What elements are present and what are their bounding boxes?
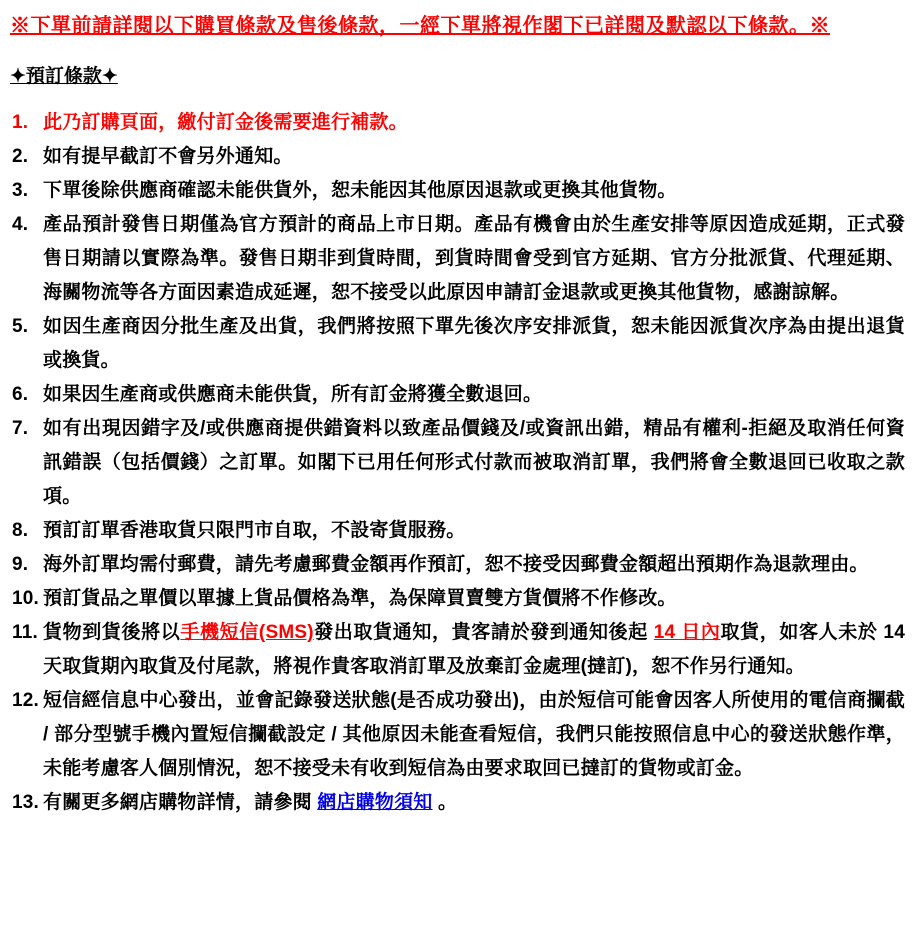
term-number: 4. bbox=[12, 214, 29, 235]
term-item bbox=[10, 684, 905, 786]
section-title-preorder-terms: ✦預訂條款✦ bbox=[10, 66, 118, 87]
term-item bbox=[10, 140, 905, 174]
purchase-notice-heading: ※下單前請詳閱以下購買條款及售後條款，一經下單將視作閣下已詳閱及默認以下條款。※ bbox=[10, 15, 830, 37]
term-text: 有關更多網店購物詳情，請參閱 網店購物須知 。 bbox=[43, 792, 458, 813]
term-item bbox=[10, 582, 905, 616]
term-number: 11. bbox=[12, 622, 38, 643]
term-text: 產品預計發售日期僅為官方預計的商品上市日期。產品有機會由於生產安排等原因造成延期，正式發售日期請以實際為準。發售日期非到貨時間，到貨時間會受到官方延期、官方分批派貨、代理延期、海關物流等各方面因素造成延遲，恕不接受以此原因申請訂金退款或更換其他貨物，感謝諒解。 bbox=[43, 214, 905, 303]
term-item bbox=[10, 208, 905, 310]
term-text: 貨物到貨後將以手機短信(SMS)發出取貨通知，貴客請於發到通知後起 14 日內取貨，如客人未於 14 天取貨期內取貨及付尾款，將視作貴客取消訂單及放棄訂金處理(撻訂)，恕不作另行通知。 bbox=[43, 622, 905, 677]
shop-guide-link[interactable]: 網店購物須知 bbox=[317, 792, 433, 813]
term-number: 5. bbox=[12, 316, 29, 337]
term-text: 如有出現因錯字及/或供應商提供錯資料以致產品價錢及/或資訊出錯，精品有權利-拒絕及取消任何資訊錯誤（包括價錢）之訂單。如閣下已用任何形式付款而被取消訂單，我們將會全數退回已收取之款項。 bbox=[43, 418, 905, 507]
term-number: 10. bbox=[12, 588, 40, 609]
term-text: 預訂訂單香港取貨只限門市自取，不設寄貨服務。 bbox=[43, 520, 466, 541]
term-number: 3. bbox=[12, 180, 29, 201]
term-text: 下單後除供應商確認未能供貨外，恕未能因其他原因退款或更換其他貨物。 bbox=[43, 180, 677, 201]
term-text: 如有提早截訂不會另外通知。 bbox=[43, 146, 293, 167]
term-item bbox=[10, 786, 905, 820]
term-number: 6. bbox=[12, 384, 29, 405]
term-number: 12. bbox=[12, 690, 40, 711]
term-text: 此乃訂購頁面，繳付訂金後需要進行補款。 bbox=[43, 112, 408, 133]
term-item bbox=[10, 514, 905, 548]
term-item bbox=[10, 106, 905, 140]
term-number: 13. bbox=[12, 792, 40, 813]
term-text: 海外訂單均需付郵費，請先考慮郵費金額再作預訂，恕不接受因郵費金額超出預期作為退款理由。 bbox=[43, 554, 869, 575]
term-number: 8. bbox=[12, 520, 29, 541]
term-text: 如果因生產商或供應商未能供貨，所有訂金將獲全數退回。 bbox=[43, 384, 543, 405]
term-item bbox=[10, 548, 905, 582]
term-text: 預訂貨品之單價以單據上貨品價格為準，為保障買賣雙方貨價將不作修改。 bbox=[43, 588, 677, 609]
term-item bbox=[10, 174, 905, 208]
highlighted-term-text: 14 日內 bbox=[653, 622, 721, 643]
highlighted-term-text: 手機短信(SMS) bbox=[180, 622, 314, 643]
term-item bbox=[10, 412, 905, 514]
terms-list bbox=[10, 106, 905, 820]
term-number: 9. bbox=[12, 554, 29, 575]
term-item bbox=[10, 310, 905, 378]
term-text: 短信經信息中心發出，並會記錄發送狀態(是否成功發出)，由於短信可能會因客人所使用的電信商攔截 / 部分型號手機內置短信攔截設定 / 其他原因未能查看短信，我們只能按照信息中心的發送狀態作準，未能考慮客人個別情況，恕不接受未有收到短信為由要求取回已撻訂的貨物或訂金。 bbox=[43, 690, 905, 779]
term-number: 7. bbox=[12, 418, 29, 439]
term-text: 如因生產商因分批生產及出貨，我們將按照下單先後次序安排派貨，恕未能因派貨次序為由提出退貨或換貨。 bbox=[43, 316, 905, 371]
term-item bbox=[10, 378, 905, 412]
term-number: 1. bbox=[12, 112, 29, 133]
term-item bbox=[10, 616, 905, 684]
term-number: 2. bbox=[12, 146, 29, 167]
